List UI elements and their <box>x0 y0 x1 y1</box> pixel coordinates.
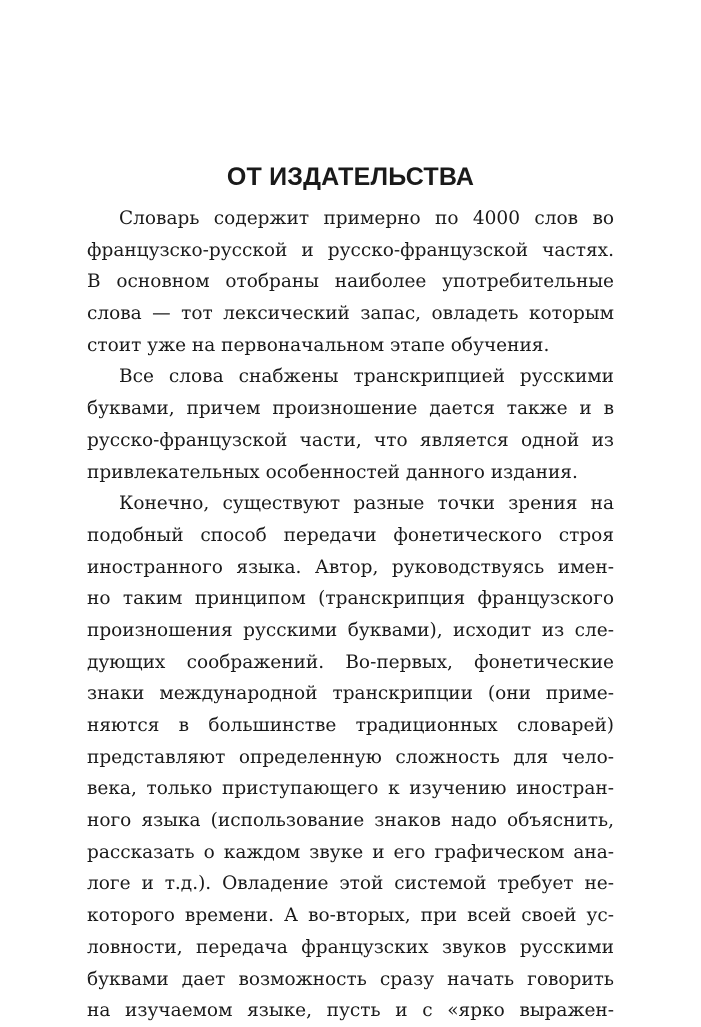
text-line: Все слова снабжены транскрипцией русскими <box>119 366 614 388</box>
text-line: слова — тот лексический запас, овладеть которым <box>87 303 614 325</box>
text-line: стоит уже на первоначальном этапе обучения. <box>87 334 550 356</box>
text-line: знаки международной транскрипции (они приме- <box>87 683 614 705</box>
text-line: рассказать о каждом звуке и его графическом ана- <box>87 841 614 863</box>
section-heading: ОТ ИЗДАТЕЛЬСТВА <box>226 163 475 191</box>
text-line: В основном отобраны наиболее употребительные <box>87 271 614 293</box>
text-line: логе и т.д.). Овладение этой системой требует не- <box>87 873 614 895</box>
document-page <box>87 0 614 1022</box>
text-line: иностранного языка. Автор, руководствуясь имен- <box>87 556 614 578</box>
text-line: русско-французской части, что является одной из <box>87 429 614 451</box>
text-line: подобный способ передачи фонетического строя <box>87 524 614 546</box>
text-line: ного языка (использование знаков надо объяснить, <box>87 810 614 832</box>
text-line: привлекательных особенностей данного издания. <box>87 461 578 483</box>
text-line: на изучаемом языке, пусть и с «ярко выражен- <box>87 1000 614 1022</box>
text-line: Конечно, существуют разные точки зрения на <box>119 493 614 515</box>
text-line: буквами, причем произношение дается также и в <box>87 398 614 420</box>
text-line: произношения русскими буквами), исходит из сле- <box>87 619 614 641</box>
text-line: французско-русской и русско-французской частях. <box>87 239 614 261</box>
text-line: которого времени. А во-вторых, при всей своей ус- <box>87 905 614 927</box>
text-line: Словарь содержит примерно по 4000 слов во <box>119 208 614 229</box>
text-line: представляют определенную сложность для чело- <box>87 746 614 768</box>
text-line: дующих соображений. Во-первых, фонетические <box>87 651 614 673</box>
body-text <box>87 203 614 1027</box>
text-line: няются в большинстве традиционных словарей) <box>87 715 614 736</box>
text-line: века, только приступающего к изучению иностран- <box>87 778 614 800</box>
text-line: но таким принципом (транскрипция французского <box>87 588 614 610</box>
text-line: буквами дает возможность сразу начать говорить <box>87 968 614 990</box>
text-line: ловности, передача французских звуков русскими <box>87 936 614 958</box>
